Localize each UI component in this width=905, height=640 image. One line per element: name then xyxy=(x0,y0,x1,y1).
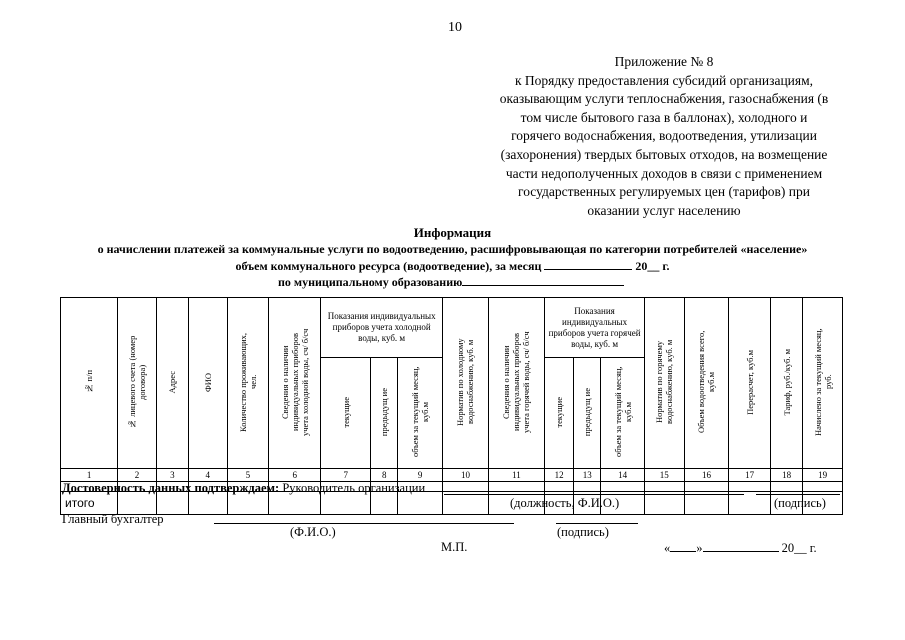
header-cell: объем за текущий месяц, куб.м xyxy=(398,358,443,469)
table-cell[interactable] xyxy=(545,482,574,492)
column-number: 2 xyxy=(118,469,157,482)
column-number: 16 xyxy=(684,469,729,482)
table-cell[interactable] xyxy=(443,482,489,492)
header-cell: текущие xyxy=(545,358,574,469)
header-cell: Норматив по холодному водоснабжению, куб. м xyxy=(443,298,489,469)
column-number: 13 xyxy=(574,469,601,482)
accountant-signature-line[interactable] xyxy=(556,523,638,524)
municipality-blank[interactable] xyxy=(462,274,624,286)
info-subtitle-line2 xyxy=(0,258,905,274)
total-label: итого xyxy=(61,492,118,515)
month-blank[interactable] xyxy=(544,258,632,270)
header-cell: предыдущ ие xyxy=(574,358,601,469)
head-name-line[interactable] xyxy=(444,494,744,495)
column-number: 14 xyxy=(601,469,645,482)
column-number: 15 xyxy=(645,469,685,482)
municipality-label: по муниципальному образованию xyxy=(278,275,463,289)
fio-caption: (Ф.И.О.) xyxy=(290,525,336,539)
appendix-title: Приложение № 8 xyxy=(614,54,714,69)
appendix-line: (захоронения) твердых бытовых отходов, на возмещение xyxy=(500,146,828,162)
appendix-line: оказании услуг населению xyxy=(587,202,741,218)
header-cell: Количество проживающих, чел. xyxy=(227,298,269,469)
header-cell: Сведения о наличии индивидуальных приборов учета горячей воды, сч/ б/сч xyxy=(488,298,544,469)
column-number: 4 xyxy=(189,469,228,482)
column-number: 18 xyxy=(770,469,802,482)
appendix-line: к Порядку предоставления субсидий организациям, xyxy=(514,72,814,88)
column-number: 7 xyxy=(321,469,371,482)
table-cell[interactable] xyxy=(803,482,843,492)
info-subtitle-line3 xyxy=(278,274,624,290)
header-cell: предыдущ ие xyxy=(371,358,398,469)
appendix-line: горячего водоснабжения, водоотведения, утилизации xyxy=(511,128,817,144)
appendix-line: части недополученных доходов в связи с применением xyxy=(505,165,823,181)
date-year: 20__ г. xyxy=(781,541,817,555)
header-cell: Норматив по горячему водоснабжению, куб. м xyxy=(645,298,685,469)
date-field xyxy=(664,540,817,556)
table-cell[interactable] xyxy=(729,482,771,492)
info-month-label: объем коммунального ресурса (водоотведение), за месяц xyxy=(235,259,542,273)
column-number: 6 xyxy=(269,469,321,482)
appendix-block xyxy=(478,53,850,220)
header-cell: Адрес xyxy=(156,298,188,469)
signature-caption-2: (подпись) xyxy=(557,525,609,539)
header-group-hot: Показания индивидуальных приборов учета горячей воды, куб. м xyxy=(545,298,645,358)
header-cell: ФИО xyxy=(189,298,228,469)
table-cell[interactable] xyxy=(601,482,645,492)
table-cell[interactable] xyxy=(770,482,802,492)
header-cell: № п/п xyxy=(61,298,118,469)
info-title: Информация xyxy=(413,225,492,240)
table-cell[interactable] xyxy=(574,482,601,492)
table-cell[interactable] xyxy=(645,482,685,492)
column-number: 12 xyxy=(545,469,574,482)
head-label: Руководитель организации xyxy=(282,481,426,495)
header-cell: Перерасчет, куб.м xyxy=(729,298,771,469)
header-cell: Тариф, руб./куб. м xyxy=(770,298,802,469)
column-number: 10 xyxy=(443,469,489,482)
column-number: 9 xyxy=(398,469,443,482)
stamp-label: М.П. xyxy=(441,540,468,554)
chief-accountant-label: Главный бухгалтер xyxy=(62,512,164,526)
column-number: 1 xyxy=(61,469,118,482)
header-cell: Начислено за текущий месяц, руб. xyxy=(803,298,843,469)
position-caption: (должность, Ф.И.О.) xyxy=(510,496,620,510)
header-cell: объем за текущий месяц, куб.м xyxy=(601,358,645,469)
appendix-line: том числе бытового газа в баллонах), холодного и xyxy=(520,109,808,125)
column-number: 5 xyxy=(227,469,269,482)
header-cell: Сведения о наличии индивидуальных приборов учета холодной воды, сч/ б/сч xyxy=(269,298,321,469)
date-quote-close: » xyxy=(696,541,703,555)
head-signature-line[interactable] xyxy=(756,494,840,495)
table-cell[interactable] xyxy=(684,482,729,492)
info-subtitle-line1: о начислении платежей за коммунальные услуги по водоотведению, расшифровывающая по категории потребителей «население» xyxy=(97,242,808,256)
header-cell: текущие xyxy=(321,358,371,469)
header-group-cold: Показания индивидуальных приборов учета холодной воды, куб. м xyxy=(321,298,443,358)
date-quote-open: « xyxy=(664,541,671,555)
header-row-top xyxy=(61,298,843,358)
column-number: 8 xyxy=(371,469,398,482)
table-cell[interactable] xyxy=(488,482,544,492)
column-number: 11 xyxy=(488,469,544,482)
column-number: 17 xyxy=(729,469,771,482)
page-number: 10 xyxy=(448,20,462,35)
column-number: 3 xyxy=(156,469,188,482)
confirm-line xyxy=(62,481,425,496)
info-year: 20__ г. xyxy=(635,259,670,273)
appendix-line: государственных регулируемых цен (тарифов) при xyxy=(518,184,810,200)
date-month-blank[interactable] xyxy=(703,540,779,552)
signature-caption: (подпись) xyxy=(774,496,826,510)
date-day-blank[interactable] xyxy=(670,540,696,552)
header-cell: Объем водоотведения всего, куб.м xyxy=(684,298,729,469)
column-number-row xyxy=(61,469,843,482)
column-number: 19 xyxy=(803,469,843,482)
confirm-label: Достоверность данных подтверждаем: xyxy=(62,481,280,495)
appendix-line: оказывающим услуги теплоснабжения, газоснабжения (в xyxy=(499,91,829,107)
accountant-name-line[interactable] xyxy=(214,523,514,524)
header-cell: № лицевого счета (номер договора) xyxy=(118,298,157,469)
